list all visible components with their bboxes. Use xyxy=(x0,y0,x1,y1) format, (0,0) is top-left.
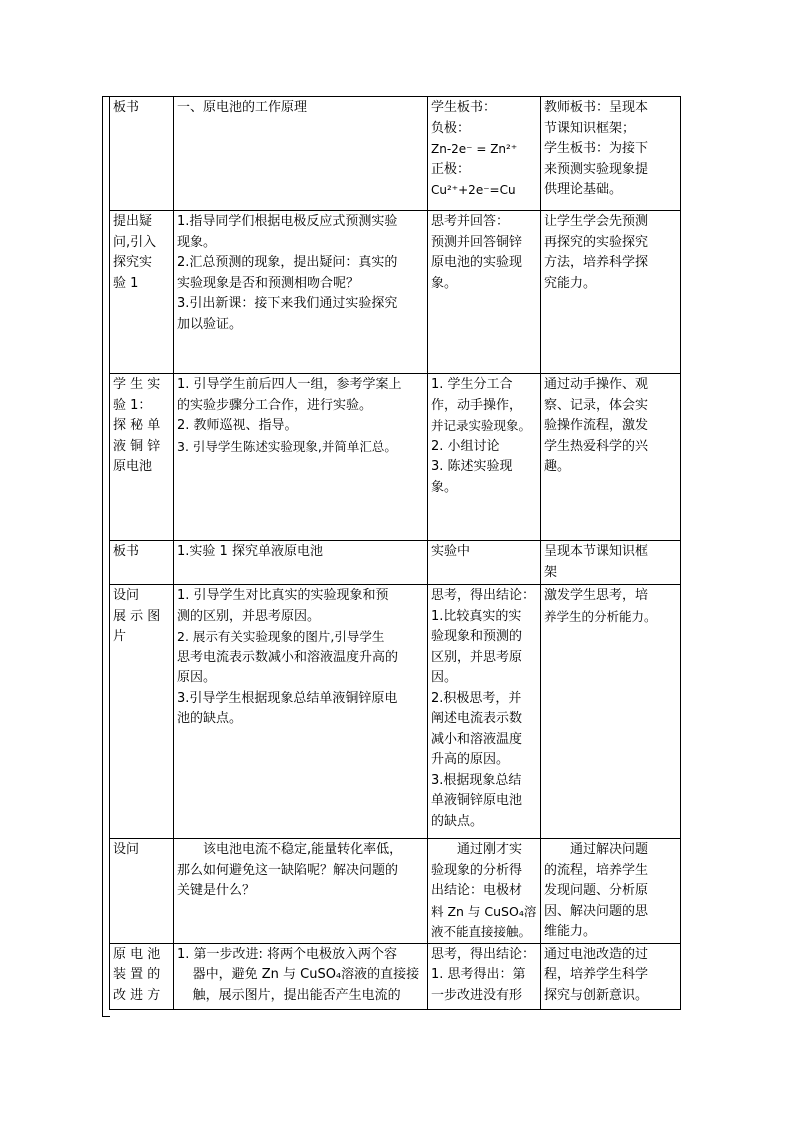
table-outer-border-bottom xyxy=(102,1016,110,1017)
intent-cell: 通过解决问题 的流程，培养学生 发现问题、分析原 因、解决问题的思 维能力。 xyxy=(541,839,681,944)
intent-cell: 让学生学会先预测 再探究的实验探究 方法，培养科学探 究能力。 xyxy=(541,211,681,374)
intent-cell: 呈现本节课知识框 架 xyxy=(541,541,681,585)
stage-cell: 设问 xyxy=(110,839,174,944)
activity-cell: 一、原电池的工作原理 xyxy=(174,97,428,211)
table-row xyxy=(110,97,681,211)
table-row xyxy=(110,585,681,839)
table-row xyxy=(110,839,681,944)
stage-cell: 提出疑 问,引入 探究实 验 1 xyxy=(110,211,174,374)
activity-cell: 1. 引导学生对比真实的实验现象和预 测的区别，并思考原因。 2. 展示有关实验现象的图片,引导学生 思考电流表示数减小和溶液温度升高的 原因。 3.引导学生根据现象总结单液铜锌原电 池的缺点。 xyxy=(174,585,428,839)
table-row xyxy=(110,211,681,374)
stage-cell: 原 电 池 装 置 的 改 进 方 xyxy=(110,943,174,1009)
table-row xyxy=(110,943,681,1009)
table-outer-border xyxy=(102,96,103,1016)
stage-cell: 板书 xyxy=(110,97,174,211)
table-row xyxy=(110,541,681,585)
intent-cell: 教师板书：呈现本 节课知识框架； 学生板书：为接下 来预测实验现象提 供理论基础。 xyxy=(541,97,681,211)
student-cell: 实验中 xyxy=(428,541,541,585)
intent-cell: 激发学生思考，培 养学生的分析能力。 xyxy=(541,585,681,839)
activity-cell: 1. 第一步改进: 将两个电极放入两个容 器中，避免 Zn 与 CuSO₄溶液的直接接 触，展示图片，提出能否产生电流的 xyxy=(174,943,428,1009)
activity-cell: 1.实验 1 探究单液原电池 xyxy=(174,541,428,585)
activity-cell: 1.指导同学们根据电极反应式预测实验 现象。 2.汇总预测的现象，提出疑问：真实的 实验现象是否和预测相吻合呢？ 3.引出新课：接下来我们通过实验探究 加以验证。 xyxy=(174,211,428,374)
stage-cell: 设问 展 示 图 片 xyxy=(110,585,174,839)
student-cell: 思考并回答： 预测并回答铜锌 原电池的实验现 象。 xyxy=(428,211,541,374)
student-cell: 通过刚才实 验现象的分析得 出结论：电极材 料 Zn 与 CuSO₄溶 液不能直接接触。 xyxy=(428,839,541,944)
student-cell: 学生板书： 负极： Zn-2e⁻ = Zn²⁺ 正极： Cu²⁺+2e⁻=Cu xyxy=(428,97,541,211)
table-row xyxy=(110,374,681,541)
intent-cell: 通过动手操作、观 察、记录，体会实 验操作流程，激发 学生热爱科学的兴 趣。 xyxy=(541,374,681,541)
stage-cell: 板书 xyxy=(110,541,174,585)
stage-cell: 学 生 实 验 1： 探 秘 单 液 铜 锌 原电池 xyxy=(110,374,174,541)
activity-cell: 该电池电流不稳定,能量转化率低， 那么如何避免这一缺陷呢？解决问题的 关键是什么？ xyxy=(174,839,428,944)
lesson-plan-table xyxy=(109,96,681,1010)
intent-cell: 通过电池改造的过 程，培养学生科学 探究与创新意识。 xyxy=(541,943,681,1009)
student-cell: 思考，得出结论： 1.比较真实的实 验现象和预测的 区别，并思考原 因。 2.积极思考，并 阐述电流表示数 减小和溶液温度 升高的原因。 3.根据现象总结 单液铜锌原电池 的缺点。 xyxy=(428,585,541,839)
activity-cell: 1. 引导学生前后四人一组，参考学案上 的实验步骤分工合作，进行实验。 2. 教师巡视、指导。 3. 引导学生陈述实验现象,并简单汇总。 xyxy=(174,374,428,541)
student-cell: 思考，得出结论： 1. 思考得出：第 一步改进没有形 xyxy=(428,943,541,1009)
student-cell: 1. 学生分工合 作，动手操作， 并记录实验现象。 2. 小组讨论 3. 陈述实验现 象。 xyxy=(428,374,541,541)
